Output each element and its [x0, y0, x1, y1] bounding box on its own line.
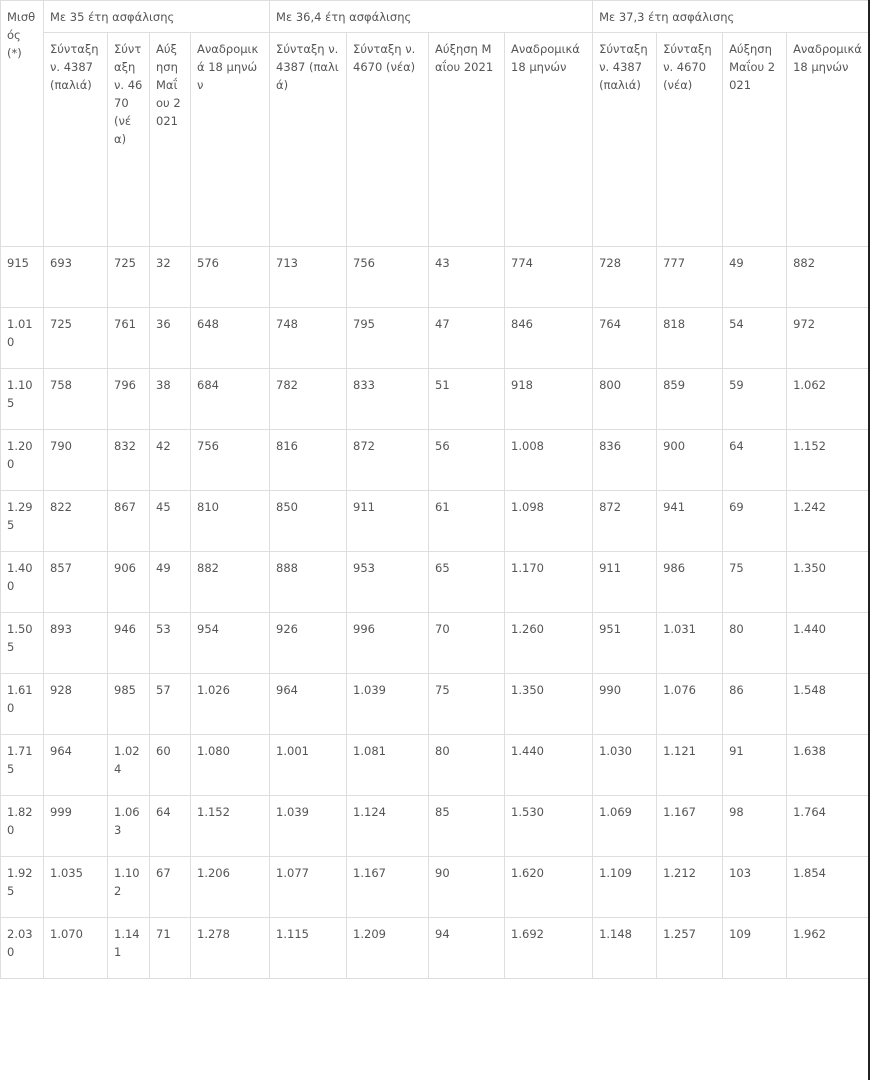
value-cell: 999	[44, 796, 108, 857]
value-cell: 1.062	[787, 369, 869, 430]
value-cell: 728	[593, 247, 657, 308]
value-cell: 1.167	[347, 857, 429, 918]
value-cell: 86	[723, 674, 787, 735]
value-cell: 65	[429, 552, 505, 613]
value-cell: 1.081	[347, 735, 429, 796]
value-cell: 1.440	[787, 613, 869, 674]
value-cell: 1.167	[657, 796, 723, 857]
value-cell: 1.077	[270, 857, 347, 918]
group-header-35: Με 35 έτη ασφάλισης	[44, 1, 270, 33]
value-cell: 832	[108, 430, 150, 491]
salary-cell: 1.715	[1, 735, 44, 796]
column-header: Σύνταξη ν. 4387 (παλιά)	[44, 33, 108, 247]
value-cell: 985	[108, 674, 150, 735]
salary-cell: 1.925	[1, 857, 44, 918]
value-cell: 833	[347, 369, 429, 430]
value-cell: 49	[150, 552, 191, 613]
value-cell: 1.152	[787, 430, 869, 491]
value-cell: 103	[723, 857, 787, 918]
value-cell: 911	[593, 552, 657, 613]
table-body	[1, 247, 869, 979]
salary-cell: 1.505	[1, 613, 44, 674]
value-cell: 51	[429, 369, 505, 430]
value-cell: 1.148	[593, 918, 657, 979]
value-cell: 818	[657, 308, 723, 369]
group-header-37-3: Με 37,3 έτη ασφάλισης	[593, 1, 869, 33]
table-row	[1, 430, 869, 491]
value-cell: 872	[593, 491, 657, 552]
salary-cell: 915	[1, 247, 44, 308]
table-row	[1, 247, 869, 308]
value-cell: 867	[108, 491, 150, 552]
value-cell: 49	[723, 247, 787, 308]
value-cell: 53	[150, 613, 191, 674]
column-header-row	[1, 33, 869, 247]
value-cell: 109	[723, 918, 787, 979]
salary-cell: 1.200	[1, 430, 44, 491]
value-cell: 1.350	[787, 552, 869, 613]
value-cell: 888	[270, 552, 347, 613]
value-cell: 1.692	[505, 918, 593, 979]
value-cell: 1.212	[657, 857, 723, 918]
value-cell: 1.102	[108, 857, 150, 918]
value-cell: 1.098	[505, 491, 593, 552]
value-cell: 882	[787, 247, 869, 308]
value-cell: 972	[787, 308, 869, 369]
value-cell: 59	[723, 369, 787, 430]
value-cell: 800	[593, 369, 657, 430]
value-cell: 790	[44, 430, 108, 491]
column-header: Σύνταξη ν. 4387 (παλιά)	[270, 33, 347, 247]
value-cell: 1.350	[505, 674, 593, 735]
value-cell: 1.530	[505, 796, 593, 857]
table-row	[1, 552, 869, 613]
table-row	[1, 796, 869, 857]
value-cell: 1.764	[787, 796, 869, 857]
value-cell: 32	[150, 247, 191, 308]
value-cell: 1.031	[657, 613, 723, 674]
value-cell: 953	[347, 552, 429, 613]
value-cell: 1.035	[44, 857, 108, 918]
value-cell: 1.440	[505, 735, 593, 796]
table-row	[1, 918, 869, 979]
value-cell: 1.170	[505, 552, 593, 613]
value-cell: 954	[191, 613, 270, 674]
value-cell: 756	[347, 247, 429, 308]
value-cell: 810	[191, 491, 270, 552]
table-row	[1, 857, 869, 918]
value-cell: 75	[429, 674, 505, 735]
value-cell: 1.278	[191, 918, 270, 979]
column-header: Αύξηση Μαΐου 2021	[723, 33, 787, 247]
salary-cell: 1.400	[1, 552, 44, 613]
value-cell: 758	[44, 369, 108, 430]
value-cell: 796	[108, 369, 150, 430]
value-cell: 795	[347, 308, 429, 369]
salary-cell: 1.010	[1, 308, 44, 369]
value-cell: 70	[429, 613, 505, 674]
value-cell: 64	[150, 796, 191, 857]
value-cell: 94	[429, 918, 505, 979]
value-cell: 1.109	[593, 857, 657, 918]
value-cell: 576	[191, 247, 270, 308]
value-cell: 928	[44, 674, 108, 735]
value-cell: 911	[347, 491, 429, 552]
value-cell: 80	[429, 735, 505, 796]
column-header: Αναδρομικά 18 μηνών	[787, 33, 869, 247]
value-cell: 1.069	[593, 796, 657, 857]
value-cell: 38	[150, 369, 191, 430]
column-header: Σύνταξη ν. 4387 (παλιά)	[593, 33, 657, 247]
value-cell: 36	[150, 308, 191, 369]
value-cell: 748	[270, 308, 347, 369]
value-cell: 1.080	[191, 735, 270, 796]
value-cell: 1.141	[108, 918, 150, 979]
salary-cell: 1.105	[1, 369, 44, 430]
value-cell: 872	[347, 430, 429, 491]
value-cell: 918	[505, 369, 593, 430]
value-cell: 882	[191, 552, 270, 613]
value-cell: 846	[505, 308, 593, 369]
value-cell: 1.620	[505, 857, 593, 918]
value-cell: 1.026	[191, 674, 270, 735]
value-cell: 1.008	[505, 430, 593, 491]
value-cell: 764	[593, 308, 657, 369]
value-cell: 986	[657, 552, 723, 613]
value-cell: 926	[270, 613, 347, 674]
column-header: Σύνταξη ν. 4670 (νέα)	[657, 33, 723, 247]
value-cell: 756	[191, 430, 270, 491]
value-cell: 996	[347, 613, 429, 674]
value-cell: 816	[270, 430, 347, 491]
value-cell: 1.854	[787, 857, 869, 918]
value-cell: 859	[657, 369, 723, 430]
value-cell: 56	[429, 430, 505, 491]
value-cell: 54	[723, 308, 787, 369]
value-cell: 1.070	[44, 918, 108, 979]
value-cell: 941	[657, 491, 723, 552]
table-row	[1, 491, 869, 552]
value-cell: 964	[44, 735, 108, 796]
value-cell: 90	[429, 857, 505, 918]
value-cell: 75	[723, 552, 787, 613]
value-cell: 1.548	[787, 674, 869, 735]
value-cell: 693	[44, 247, 108, 308]
value-cell: 1.076	[657, 674, 723, 735]
value-cell: 951	[593, 613, 657, 674]
table-row	[1, 613, 869, 674]
value-cell: 777	[657, 247, 723, 308]
salary-cell: 1.295	[1, 491, 44, 552]
value-cell: 850	[270, 491, 347, 552]
value-cell: 57	[150, 674, 191, 735]
value-cell: 61	[429, 491, 505, 552]
value-cell: 900	[657, 430, 723, 491]
salary-cell: 1.610	[1, 674, 44, 735]
value-cell: 1.242	[787, 491, 869, 552]
value-cell: 684	[191, 369, 270, 430]
column-header: Αναδρομικά 18 μηνών	[505, 33, 593, 247]
value-cell: 857	[44, 552, 108, 613]
row-header-salary: Μισθός (*)	[1, 1, 44, 247]
value-cell: 648	[191, 308, 270, 369]
value-cell: 1.206	[191, 857, 270, 918]
group-header-36-4: Με 36,4 έτη ασφάλισης	[270, 1, 593, 33]
value-cell: 822	[44, 491, 108, 552]
value-cell: 774	[505, 247, 593, 308]
value-cell: 42	[150, 430, 191, 491]
salary-cell: 1.820	[1, 796, 44, 857]
value-cell: 1.962	[787, 918, 869, 979]
group-header-row	[1, 1, 869, 33]
value-cell: 1.260	[505, 613, 593, 674]
value-cell: 85	[429, 796, 505, 857]
column-header: Σύνταξη ν. 4670 (νέα)	[347, 33, 429, 247]
value-cell: 836	[593, 430, 657, 491]
value-cell: 1.030	[593, 735, 657, 796]
value-cell: 1.063	[108, 796, 150, 857]
value-cell: 1.152	[191, 796, 270, 857]
column-header: Αναδρομικά 18 μηνών	[191, 33, 270, 247]
value-cell: 761	[108, 308, 150, 369]
value-cell: 98	[723, 796, 787, 857]
value-cell: 1.638	[787, 735, 869, 796]
value-cell: 47	[429, 308, 505, 369]
value-cell: 1.001	[270, 735, 347, 796]
value-cell: 1.039	[270, 796, 347, 857]
value-cell: 964	[270, 674, 347, 735]
column-header: Σύνταξη ν. 4670 (νέα)	[108, 33, 150, 247]
value-cell: 64	[723, 430, 787, 491]
value-cell: 45	[150, 491, 191, 552]
value-cell: 946	[108, 613, 150, 674]
column-header: Αύξηση Μαΐου 2021	[429, 33, 505, 247]
value-cell: 990	[593, 674, 657, 735]
value-cell: 1.024	[108, 735, 150, 796]
value-cell: 43	[429, 247, 505, 308]
table-row	[1, 735, 869, 796]
value-cell: 91	[723, 735, 787, 796]
value-cell: 906	[108, 552, 150, 613]
value-cell: 1.121	[657, 735, 723, 796]
value-cell: 725	[108, 247, 150, 308]
table-row	[1, 369, 869, 430]
value-cell: 67	[150, 857, 191, 918]
value-cell: 69	[723, 491, 787, 552]
value-cell: 1.115	[270, 918, 347, 979]
value-cell: 71	[150, 918, 191, 979]
value-cell: 1.039	[347, 674, 429, 735]
value-cell: 713	[270, 247, 347, 308]
value-cell: 1.209	[347, 918, 429, 979]
table-row	[1, 308, 869, 369]
value-cell: 893	[44, 613, 108, 674]
table-row	[1, 674, 869, 735]
value-cell: 725	[44, 308, 108, 369]
value-cell: 1.257	[657, 918, 723, 979]
value-cell: 1.124	[347, 796, 429, 857]
salary-cell: 2.030	[1, 918, 44, 979]
value-cell: 782	[270, 369, 347, 430]
value-cell: 80	[723, 613, 787, 674]
value-cell: 60	[150, 735, 191, 796]
column-header: Αύξηση Μαΐου 2021	[150, 33, 191, 247]
